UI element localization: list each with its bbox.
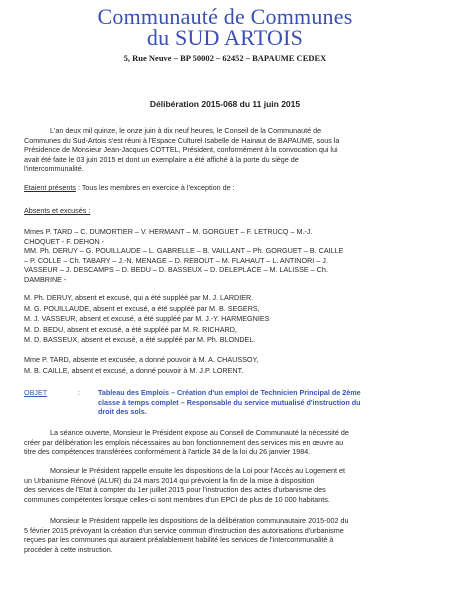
- para2-line: des services de l'Etat à compter du 1er juillet 2015 pour l'instruction des actes d'urbanisme des: [24, 485, 326, 495]
- paragraph-2: [24, 466, 428, 504]
- supplement-line: M. J. VASSEUR, absent et excusé, a été suppléé par M. J.-Y. HARMEGNIES: [24, 314, 270, 324]
- intro-line: l'intercommunalité.: [24, 164, 84, 174]
- intro-paragraph: [24, 126, 428, 174]
- objet-colon: :: [78, 388, 80, 397]
- para1-line: titre des compétences transférées conformément à l'article 34 de la loi du 26 janvier 1984.: [24, 447, 311, 457]
- paragraph-1: [24, 428, 428, 457]
- para2-line: communes compétentes lorsque celles-ci sont membres d'un EPCI de plus de 10 000 habitants.: [24, 494, 330, 504]
- para1-line: La séance ouverte, Monsieur le Président expose au Conseil de Communauté la nécessité de: [50, 428, 349, 437]
- presents-line: [24, 183, 428, 193]
- intro-line: Présidence de Monsieur Jean-Jacques COTTEL, Président, conformément à la convocation qui lui: [24, 145, 338, 155]
- absents-line: – P. COLLE – Ch. TABARY – J.-N. MENAGE – D. REBOUT – M. FLAHAUT – L. ANTINORI – J.: [24, 255, 328, 265]
- para3-line: 5 février 2015 prévoyant la création d'un service commun d'instruction des autorisations d'urbanisme: [24, 525, 344, 535]
- supplement-line: M. D. BASSEUX, absent et excusé, a été suppléé par M. Ph. BLONDEL.: [24, 335, 256, 345]
- para1-line: créer par délibération les emplois nécessaires au bon fonctionnement des services mis en œuvre au: [24, 437, 344, 447]
- intro-line: avait été faite le 03 juin 2015 et dont un exemplaire a été affiché à la porte du siège de: [24, 154, 299, 164]
- objet-line: Tableau des Emplois – Création d'un emploi de Technicien Principal de 2ème: [98, 388, 361, 397]
- para3-line: Monsieur le Président rappelle les dispositions de la délibération communautaire 2015-002 du: [50, 516, 349, 525]
- objet-text: [98, 388, 430, 417]
- deliberation-title: Délibération 2015-068 du 11 juin 2015: [149, 99, 301, 109]
- proxy-line: Mme P. TARD, absente et excusée, a donné pouvoir à M. A. CHAUSSOY,: [24, 355, 259, 364]
- para2-line: Monsieur le Président rappelle ensuite les dispositions de la Loi pour l'Accès au Logement et: [50, 466, 346, 475]
- absents-label: Absents et excusés :: [24, 206, 91, 215]
- absents-list: [24, 227, 428, 285]
- para2-line: un Urbanisme Rénové (ALUR) du 24 mars 2014 qui prévoient la fin de la mise à disposition: [24, 475, 315, 485]
- absents-line: MM. Ph. DERUY – G. POUILLAUDE – L. GABRELLE – B. VAILLANT – Ph. GORGUET – B. CAILLE: [24, 246, 344, 256]
- para3-line: reçues par les communes qui auraient préalablement habilité les services de l'intercommunalité à: [24, 535, 334, 545]
- org-title-line2: du SUD ARTOIS: [146, 25, 304, 50]
- absents-line: VASSEUR – J. DESCAMPS – D. BEDU – D. BASSEUX – D. DELEPLACE – M. LALISSE – Ch.: [24, 265, 328, 275]
- org-title-line1: Communauté de Communes: [97, 4, 353, 29]
- presents-text: : Tous les membres en exercice à l'exception de :: [75, 183, 235, 192]
- objet-label: OBJET: [24, 388, 48, 397]
- para3-line: procéder à cette instruction.: [24, 544, 113, 554]
- proxy-line: M. B. CAILLE, absent et excusé, a donné pouvoir à M. J.P. LORENT.: [24, 365, 244, 375]
- paragraph-3: [24, 516, 428, 554]
- supplement-line: M. Ph. DERUY, absent et excusé, qui a été suppléé par M. J. LARDIER.: [24, 293, 254, 302]
- supplement-line: M. D. BEDU, absent et excusé, a été suppléé par M. R. RICHARD,: [24, 324, 237, 334]
- absents-line: DAMBRINE -: [24, 274, 67, 284]
- supplements-list: [24, 293, 428, 346]
- objet-line: classe à temps complet – Responsable du service mutualisé d'instruction du: [98, 397, 361, 407]
- intro-line: Communes du Sud-Artois s'est réuni à l'Espace Culturel Isabelle de Hainaut de BAPAUME, sous la: [24, 135, 340, 145]
- absents-line: Mmes P. TARD – C. DUMORTIER – V. HERMANT – M. GORGUET – F. LETRUCQ – M.-J.: [24, 227, 313, 236]
- proxies-list: [24, 355, 428, 376]
- org-address: 5, Rue Neuve – BP 50002 – 62452 – BAPAUME CEDEX: [123, 53, 327, 63]
- objet-line: droit des sols.: [98, 407, 147, 417]
- presents-label: Etaient présents: [24, 183, 76, 192]
- intro-line: L'an deux mil quinze, le onze juin à dix neuf heures, le Conseil de la Communauté de: [50, 126, 322, 135]
- absents-line: CHOQUET - F. DEHON -: [24, 236, 105, 246]
- supplement-line: M. G. POUILLAUDE, absent et excusé, a été suppléé par M. B. SEGERS,: [24, 303, 260, 313]
